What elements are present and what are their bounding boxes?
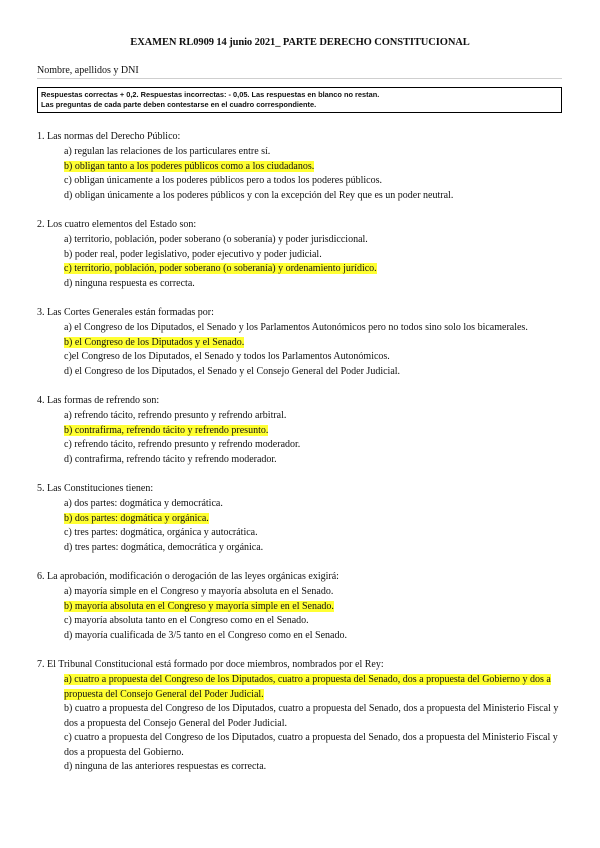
answer-option-text: a) dos partes: dogmática y democrática. (64, 498, 223, 509)
answer-option-highlighted (64, 512, 567, 527)
question-list (37, 130, 567, 790)
answer-option-text: d) mayoría cualificada de 3/5 tanto en el Congreso como en el Senado. (64, 629, 347, 641)
answer-option (64, 409, 567, 424)
question (37, 130, 567, 203)
instructions-box (37, 87, 562, 113)
question (37, 570, 567, 643)
answer-option (64, 189, 567, 204)
answer-option-text: b) poder real, poder legislativo, poder ejecutivo y poder judicial. (64, 248, 322, 260)
question-stem: 1. Las normas del Derecho Público: (37, 131, 181, 142)
exam-title: EXAMEN RL0909 14 junio 2021_ PARTE DERECHO CONSTITUCIONAL (130, 37, 470, 48)
answer-option-text: b) cuatro a propuesta del Congreso de los Diputados, cuatro a propuesta del Senado, dos a propuesta del Ministerio Fiscal y dos a propuesta del Consejo General del Poder Judicial. (64, 703, 559, 729)
question-stem: 5. Las Constituciones tienen: (37, 483, 154, 494)
answer-option-highlighted (64, 262, 567, 277)
answer-option (64, 233, 567, 248)
answer-option-highlighted (64, 600, 567, 615)
name-field-label: Nombre, apellidos y DNI (37, 65, 562, 79)
question (37, 306, 567, 379)
answer-option (64, 497, 567, 512)
instructions-line-2: Las preguntas de cada parte deben contestarse en el cuadro correspondiente. (41, 100, 317, 109)
answer-option-text: d) tres partes: dogmática, democrática y orgánica. (64, 541, 264, 553)
answer-option-text: c)el Congreso de los Diputados, el Senado y todos los Parlamentos Autonómicos. (64, 351, 390, 362)
answer-option (64, 760, 567, 775)
answer-option-text: b) contrafirma, refrendo tácito y refrendo presunto. (64, 424, 269, 436)
question (37, 218, 567, 291)
instructions-line-1: Respuestas correctas + 0,2. Respuestas incorrectas: - 0,05. Las respuestas en blanco no restan. (41, 90, 380, 99)
answer-option (64, 145, 567, 160)
answer-option-text: b) el Congreso de los Diputados y el Senado. (64, 336, 245, 348)
answer-option (64, 350, 567, 365)
answer-option-text: c) mayoría absoluta tanto en el Congreso como en el Senado. (64, 615, 309, 626)
answer-option-text: b) mayoría absoluta en el Congreso y mayoría simple en el Senado. (64, 600, 334, 612)
answer-option (64, 614, 567, 629)
answer-option-text: c) territorio, población, poder soberano (o soberanía) y ordenamiento jurídico. (64, 263, 377, 274)
question-stem: 4. Las formas de refrendo son: (37, 395, 160, 406)
answer-option (64, 629, 567, 644)
answer-option (64, 365, 567, 380)
answer-option-text: a) cuatro a propuesta del Congreso de los Diputados, cuatro a propuesta del Senado, dos a propuesta del Gobierno y dos a propuesta del Consejo General del Poder Judicial. (64, 674, 551, 700)
answer-option (64, 277, 567, 292)
answer-option-text: a) regulan las relaciones de los particulares entre sí. (64, 146, 271, 157)
answer-option-text: b) dos partes: dogmática y orgánica. (64, 512, 209, 524)
answer-option-text: a) el Congreso de los Diputados, el Senado y los Parlamentos Autonómicos pero no todos sino solo los bicamerales. (64, 322, 528, 333)
answer-option-text: b) obligan tanto a los poderes públicos como a los ciudadanos. (64, 160, 315, 172)
question-stem: 6. La aprobación, modificación o derogación de las leyes orgánicas exigirá: (37, 571, 339, 582)
answer-option (64, 585, 567, 600)
question (37, 658, 567, 775)
answer-option-highlighted (64, 673, 567, 702)
answer-option-highlighted (64, 336, 567, 351)
answer-option-text: a) refrendo tácito, refrendo presunto y refrendo arbitral. (64, 410, 287, 421)
answer-option-text: c) tres partes: dogmática, orgánica y autocrática. (64, 527, 258, 538)
answer-option (64, 438, 567, 453)
question-stem: 7. El Tribunal Constitucional está formado por doce miembros, nombrados por el Rey: (37, 659, 384, 670)
question-stem: 2. Los cuatro elementos del Estado son: (37, 219, 197, 230)
answer-option-text: c) refrendo tácito, refrendo presunto y refrendo moderador. (64, 439, 301, 450)
answer-option-text: a) mayoría simple en el Congreso y mayoría absoluta en el Senado. (64, 586, 334, 597)
answer-option (64, 174, 567, 189)
answer-option (64, 321, 567, 336)
answer-option-text: a) territorio, población, poder soberano (o soberanía) y poder jurisdiccional. (64, 234, 368, 245)
answer-option-highlighted (64, 160, 567, 175)
question (37, 394, 567, 467)
question (37, 482, 567, 555)
answer-option (64, 453, 567, 468)
answer-option-text: d) obligan únicamente a los poderes públicos y con la excepción del Rey que es un poder neutral. (64, 189, 454, 201)
answer-option-text: d) ninguna respuesta es correcta. (64, 277, 195, 289)
answer-option-text: c) cuatro a propuesta del Congreso de los Diputados, cuatro a propuesta del Senado, dos a propuesta del Ministerio Fiscal y dos a propuesta del Gobierno. (64, 732, 558, 758)
answer-option-text: c) obligan únicamente a los poderes públicos pero a todos los poderes públicos. (64, 175, 382, 186)
question-stem: 3. Las Cortes Generales están formadas por: (37, 307, 214, 318)
answer-option (64, 541, 567, 556)
answer-option (64, 731, 567, 760)
answer-option-text: d) el Congreso de los Diputados, el Senado y el Consejo General del Poder Judicial. (64, 365, 401, 377)
answer-option-highlighted (64, 424, 567, 439)
answer-option (64, 702, 567, 731)
answer-option (64, 526, 567, 541)
answer-option-text: d) contrafirma, refrendo tácito y refrendo moderador. (64, 453, 277, 465)
answer-option (64, 248, 567, 263)
answer-option-text: d) ninguna de las anteriores respuestas es correcta. (64, 761, 267, 772)
